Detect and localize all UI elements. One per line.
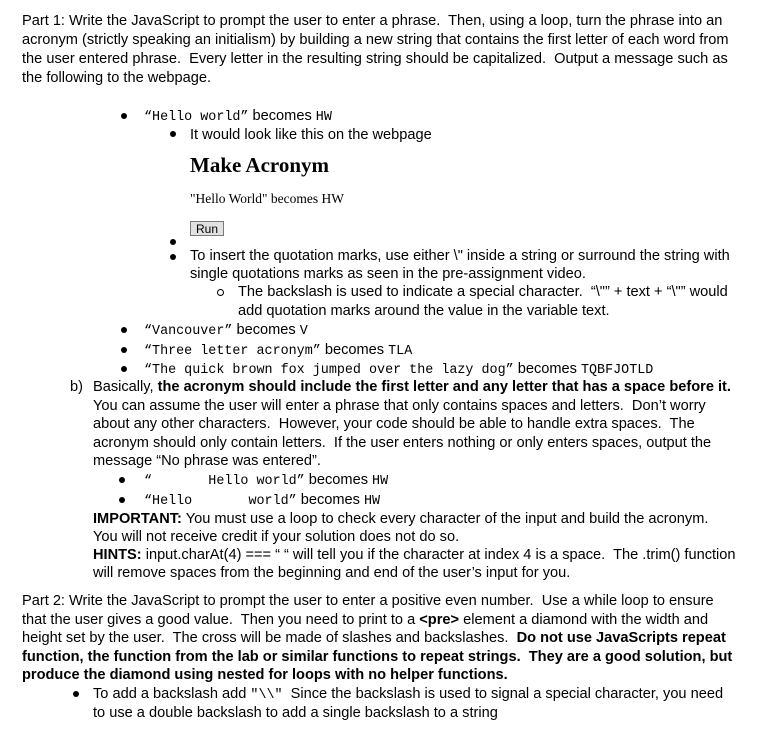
part-b-line-5: message “No phrase was entered”.	[93, 453, 321, 469]
part-b-line-1: Basically, the acronym should include the first letter and any letter that has a space before it.	[93, 379, 731, 395]
bullet-icon	[170, 254, 176, 260]
backslash-tip-2: to use a double backslash to add a single backslash to a string	[93, 705, 498, 721]
hints-line-2: will remove spaces from the beginning and end of the user’s input for you.	[93, 565, 571, 581]
part2-line-2: that the user gives a good value. Then you need to print to a <pre> element a diamond with the width and	[22, 612, 709, 628]
part1-line-3: the user entered phrase. Every letter in the resulting string should be capitalized. Output a message such as	[22, 51, 728, 67]
example-leading-spaces: “ Hello world” becomes HW	[144, 472, 389, 489]
webpage-note: It would look like this on the webpage	[190, 127, 432, 143]
backslash-note-2: add quotation marks around the value in the variable text.	[238, 303, 610, 319]
bullet-icon	[119, 497, 125, 503]
part1-line-2: acronym (strictly speaking an initialism) by building a new string that contains the first letter of each word from	[22, 32, 729, 48]
bullet-icon	[121, 347, 127, 353]
bullet-icon	[121, 327, 127, 333]
bullet-icon	[119, 477, 125, 483]
example-hello-world: “Hello world” becomes HW	[144, 108, 332, 125]
part2-line-5: produce the diamond using nested for loops with no helper functions.	[22, 667, 508, 683]
backslash-tip-1: To add a backslash add "\\" Since the backslash is used to signal a special character, you need	[93, 686, 724, 703]
part2-line-3: height set by the user. The cross will be made of slashes and backslashes. Do not use JavaScripts repeat	[22, 630, 726, 646]
part-b-line-3: about any other characters. However, your code should be able to handle extra spaces. The	[93, 416, 695, 432]
backslash-note-1: The backslash is used to indicate a special character. “\"” + text + “\"” would	[238, 284, 728, 300]
quote-line-2: single quotations marks as seen in the pre-assignment video.	[190, 266, 586, 282]
run-button[interactable]: Run	[190, 221, 224, 236]
part2-line-1: Part 2: Write the JavaScript to prompt the user to enter a positive even number. Use a while loop to ensure	[22, 593, 714, 609]
part-b-line-4: acronym should only contain letters. If the user enters nothing or only enters spaces, output the	[93, 435, 712, 451]
important-line-1: IMPORTANT: You must use a loop to check every character of the input and build the acronym.	[93, 511, 709, 527]
example-middle-spaces: “Hello world” becomes HW	[144, 492, 381, 509]
demo-heading: Make Acronym	[190, 153, 330, 177]
example-three-letter: “Three letter acronym” becomes TLA	[144, 342, 413, 359]
bullet-icon	[170, 131, 176, 137]
important-line-2: You will not receive credit if your solution does not do so.	[93, 529, 460, 545]
bullet-icon	[73, 691, 79, 697]
part1-line-1: Part 1: Write the JavaScript to prompt the user to enter a phrase. Then, using a loop, turn the phrase into an	[22, 13, 723, 29]
bullet-icon	[121, 113, 127, 119]
part1-line-4: the following to the webpage.	[22, 70, 212, 86]
bullet-icon	[121, 366, 127, 372]
part-b-label: b)	[70, 379, 83, 395]
example-quick-brown-fox: “The quick brown fox jumped over the lazy dog” becomes TQBFJOTLD	[144, 361, 654, 378]
quote-line-1: To insert the quotation marks, use either \" inside a string or surround the string with	[190, 248, 730, 264]
demo-output: "Hello World" becomes HW	[190, 191, 345, 206]
bullet-icon	[170, 239, 176, 245]
part2-line-4: function, the function from the lab or similar functions to repeat strings. They are a good solution, but	[22, 649, 733, 665]
circle-bullet-icon	[217, 289, 224, 296]
hints-line-1: HINTS: input.charAt(4) === “ “ will tell you if the character at index 4 is a space. The .trim() function	[93, 547, 736, 563]
part-b-line-2: You can assume the user will enter a phrase that only contains spaces and letters. Don’t worry	[93, 398, 706, 414]
example-vancouver: “Vancouver” becomes V	[144, 322, 308, 339]
